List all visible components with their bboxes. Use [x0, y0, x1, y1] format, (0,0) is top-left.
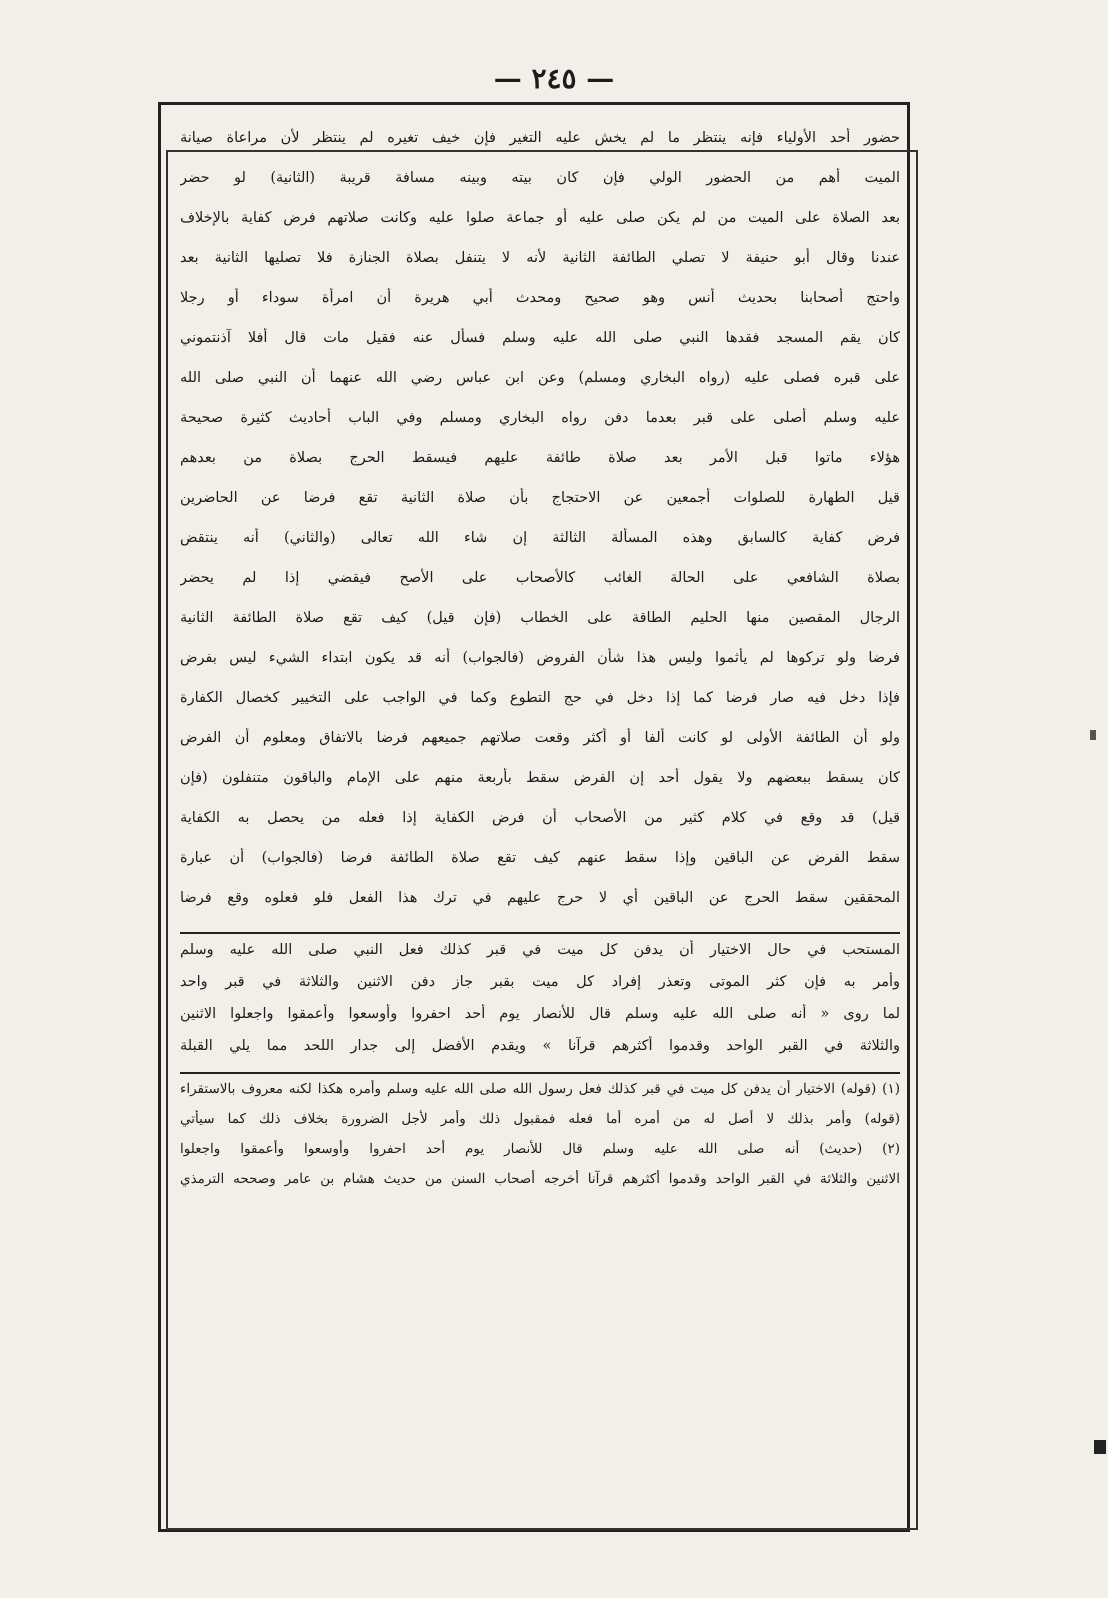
footnote-line: (١) (قوله) الاختيار أن يدفن كل ميت في قبر كذلك فعل رسول الله صلى الله عليه وسلم وأمره هكذا لكنه معروف بالاستقراء: [180, 1081, 900, 1097]
text-line: المستحب في حال الاختيار أن يدفن كل ميت في قبر كذلك فعل النبي صلى الله عليه وسلم: [180, 942, 900, 958]
text-line: واحتج أصحابنا بحديث أنس وهو صحيح ومحدث أبي هريرة أن امرأة سوداء أو رجلا: [180, 290, 900, 306]
text-line: فرض كفاية كالسابق وهذه المسألة الثالثة إن شاء الله تعالى (والثاني) أنه ينتقض: [180, 530, 900, 546]
text-line: فرضا ولو تركوها لم يأثموا وليس هذا شأن الفروض (فالجواب) أنه قد يكون ابتداء الشيء ليس بفرض: [180, 650, 900, 666]
footnote-line: (قوله) وأمر بذلك لا أصل له من أمره أما فعله فمقبول ذلك وأمر لأجل الضرورة بخلاف ذلك كما سيأتي: [180, 1111, 900, 1127]
text-line: ولو أن الطائفة الأولى لو كانت ألفا أو أكثر وقعت صلاتهم جميعهم فرضا بالاتفاق ومعلوم أن الفرض: [180, 730, 900, 746]
scan-edge-mark: [1094, 1440, 1106, 1454]
text-line: سقط الفرض عن الباقين وإذا سقط عنهم كيف تقع صلاة الطائفة فرضا (فالجواب) أن عبارة: [180, 850, 900, 866]
footnote-line: الاثنين والثلاثة في القبر الواحد وقدموا أكثرهم قرآنا أخرجه أصحاب السنن من حديث هشام بن عامر وصححه الترمذي: [180, 1171, 900, 1187]
section-divider: [180, 932, 900, 934]
text-line: قيل) قد وقع في كلام كثير من الأصحاب أن فرض الكفاية إذا فعله من يحصل به الكفاية: [180, 810, 900, 826]
text-line: وأمر به فإن كثر الموتى وتعذر إفراد كل ميت بقبر جاز دفن الاثنين والثلاثة في قبر واحد: [180, 974, 900, 990]
footnotes-block: [180, 1080, 900, 1200]
text-line: لما روى « أنه صلى الله عليه وسلم قال للأنصار يوم أحد احفروا وأوسعوا وأعمقوا واجعلوا الاثنين: [180, 1006, 900, 1022]
text-line: المحققين سقط الحرج عن الباقين أي لا حرج عليهم في ترك هذا الفعل فلو فعلوه وقع فرضا: [180, 890, 900, 906]
main-text-block: [180, 128, 900, 928]
scan-edge-mark: [1090, 730, 1096, 740]
text-line: على قبره فصلى عليه (رواه البخاري ومسلم) وعن ابن عباس رضي الله عنهما أن النبي صلى الله: [180, 370, 900, 386]
text-line: الميت أهم من الحضور الولي فإن كان بيته وبينه مسافة قريبة (الثانية) لو حضر: [180, 170, 900, 186]
text-line: كان يقم المسجد فقدها النبي صلى الله عليه وسلم فسأل عنه فقيل مات قال أفلا آذنتموني: [180, 330, 900, 346]
text-line: عندنا وقال أبو حنيفة لا تصلي الطائفة الثانية لأنه لا يتنفل بصلاة الجنازة فلا تصليها الثانية بعد: [180, 250, 900, 266]
text-line: الرجال المقصين منها الحليم الطاقة على الخطاب (فإن قيل) كيف تقع صلاة الطائفة الثانية: [180, 610, 900, 626]
text-line: والثلاثة في القبر الواحد وقدموا أكثرهم قرآنا » ويقدم الأفضل إلى جدار اللحد مما يلي القبلة: [180, 1038, 900, 1054]
text-line: بصلاة الشافعي على الحالة الغائب كالأصحاب على الأصح فيقضي إذا لم يحضر: [180, 570, 900, 586]
footnote-line: (٢) (حديث) أنه صلى الله عليه وسلم قال للأنصار يوم أحد احفروا وأوسعوا وأعمقوا واجعلوا: [180, 1141, 900, 1157]
text-line: عليه وسلم أصلى على قبر بعدما دفن رواه البخاري ومسلم وفي الباب أحاديث كثيرة صحيحة: [180, 410, 900, 426]
text-line: فإذا دخل فيه صار فرضا كما إذا دخل في حج التطوع وكما في الواجب على التخيير كخصال الكفارة: [180, 690, 900, 706]
section-two-block: [180, 940, 900, 1068]
footnote-divider: [180, 1072, 900, 1074]
text-line: كان يسقط ببعضهم ولا يقول أحد إن الفرض سقط بأربعة منهم على الإمام والباقون متنفلون (فإن: [180, 770, 900, 786]
text-line: قيل الطهارة للصلوات أجمعين عن الاحتجاج بأن صلاة الثانية تقع فرضا عن الحاضرين: [180, 490, 900, 506]
page-content: [180, 128, 900, 1528]
text-line: هؤلاء ماتوا قبل الأمر بعد صلاة طائفة عليهم فيسقط الحرج بصلاة من بعدهم: [180, 450, 900, 466]
text-line: بعد الصلاة على الميت من لم يكن صلى عليه أو جماعة صلوا عليه وكانت صلاتهم فرض كفاية بالإخلاف: [180, 210, 900, 226]
text-line: حضور أحد الأولياء فإنه ينتظر ما لم يخش عليه التغير فإن خيف تغيره لم ينتظر لأن مراعاة صيانة: [180, 130, 900, 146]
page-number: — ٢٤٥ —: [493, 62, 615, 95]
